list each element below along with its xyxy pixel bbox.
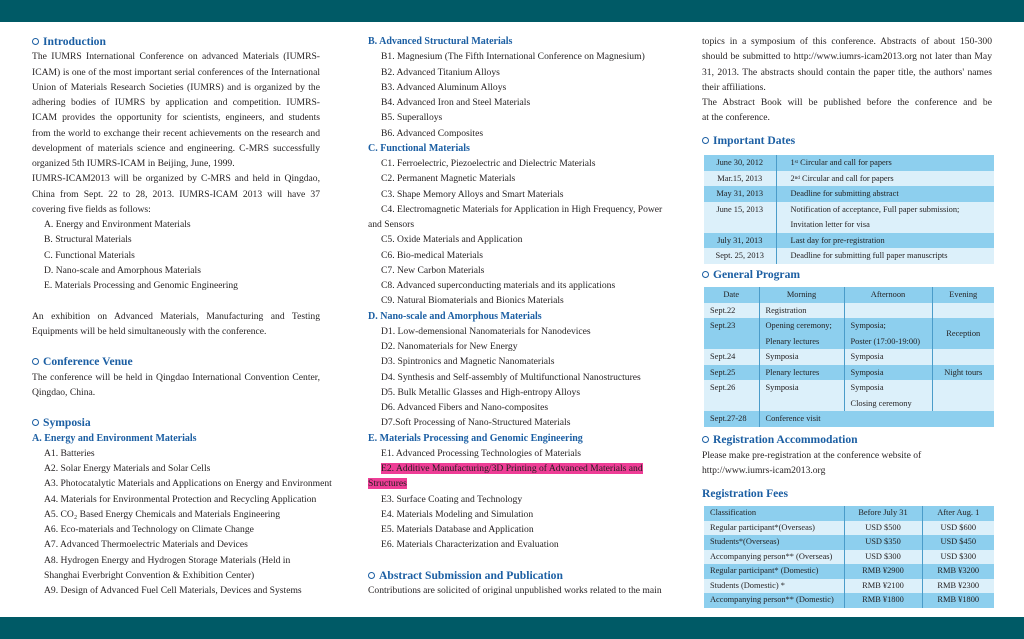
line-text: B4. Advanced Iron and Steel Materials — [381, 97, 531, 108]
table-row — [704, 202, 994, 233]
list-item — [32, 217, 320, 232]
line-text: D. Nano-scale and Amorphous Materials — [368, 310, 542, 322]
table-row — [704, 233, 994, 249]
bottom-band — [0, 617, 1024, 639]
line-text: Contributions are solicited of original unpublished works related to the main — [368, 585, 662, 596]
line-text: B1. Magnesium (The Fifth International Conference on Magnesium) — [381, 51, 645, 63]
list-item — [32, 476, 332, 491]
date-cell: June 15, 2013 — [704, 202, 776, 233]
section-heading — [32, 34, 320, 49]
header-cell: Morning — [759, 287, 844, 303]
general-program-table — [704, 287, 994, 427]
left-column — [32, 34, 332, 598]
fee-cell: RMB ¥2300 — [922, 579, 994, 594]
date-cell: Sept.23 — [704, 318, 759, 349]
header-cell: Classification — [704, 506, 844, 521]
event-cell — [776, 155, 994, 171]
cell-text: Poster (17:00-19:00) — [850, 336, 921, 346]
line-text: D2. Nanomaterials for New Energy — [381, 341, 518, 352]
line-text: and Sensors — [368, 219, 415, 230]
line-text: D. Nano-scale and Amorphous Materials — [44, 264, 201, 276]
table-row — [704, 303, 994, 319]
line-text: C8. Advanced superconducting materials and its applications — [381, 280, 616, 291]
table-row — [704, 593, 994, 608]
text-line — [32, 385, 320, 400]
circle-bullet-icon — [702, 436, 709, 443]
list-item — [368, 415, 656, 430]
morning-cell — [759, 318, 844, 349]
date-cell: Sept. 25, 2013 — [704, 248, 776, 264]
list-item — [32, 537, 320, 552]
line-text: C2. Permanent Magnetic Materials — [381, 173, 516, 185]
line-text: Shanghai Everbright Convention & Exhibition Center) — [44, 569, 255, 581]
line-text: B2. Advanced Titanium Alloys — [381, 66, 500, 78]
text-line — [702, 95, 992, 110]
list-item — [368, 110, 656, 125]
blank-line — [32, 293, 320, 308]
list-item — [368, 202, 663, 217]
line-text: C7. New Carbon Materials — [381, 264, 485, 276]
line-text: 31, 2013. The abstracts should contain the paper title, the authors' names — [702, 66, 992, 78]
line-text: at the conference. — [702, 112, 770, 124]
line-text: C5. Oxide Materials and Application — [381, 234, 523, 246]
fee-cell: USD $350 — [844, 535, 922, 550]
fee-cell: USD $450 — [922, 535, 994, 550]
text-line — [32, 65, 320, 80]
line-text: The conference will be held in Qingdao International Convention Center, — [32, 371, 320, 383]
blank-line — [368, 553, 656, 568]
morning-cell — [759, 380, 844, 411]
line-text: A5. CO₂ Based Energy Chemicals and Materials Engineering — [44, 508, 281, 520]
text-line — [32, 110, 320, 125]
line-text: A. Energy and Environment Materials — [32, 432, 197, 444]
line-text: E2. Additive Manufacturing/3D Printing of Advanced Materials and — [381, 463, 643, 474]
list-item — [368, 49, 656, 64]
cell-text: Plenary lectures — [765, 336, 820, 346]
section-heading — [32, 415, 320, 430]
line-text: B. Advanced Structural Materials — [368, 36, 513, 47]
text-line — [32, 202, 320, 217]
evening-cell — [932, 380, 994, 411]
list-item — [368, 461, 656, 476]
line-text: E. Materials Processing and Genomic Engineering — [44, 280, 238, 291]
text-line — [368, 217, 656, 232]
table-row — [704, 186, 994, 202]
list-item — [368, 339, 656, 354]
middle-column — [368, 34, 663, 598]
cell-text: Plenary lectures — [765, 367, 820, 377]
evening-cell: Reception — [932, 318, 994, 349]
line-text: An exhibition on Advanced Materials, Manufacturing and Testing — [32, 310, 320, 322]
list-item — [32, 522, 320, 537]
event-text: Invitation letter for visa — [790, 220, 870, 229]
line-text: covering five fields as follows: — [32, 203, 151, 215]
line-text: C1. Ferroelectric, Piezoelectric and Dielectric Materials — [381, 158, 596, 169]
list-item — [368, 187, 656, 202]
afternoon-cell — [844, 303, 932, 319]
event-cell — [776, 233, 994, 249]
list-item — [32, 583, 320, 598]
line-text: E5. Materials Database and Application — [381, 524, 534, 535]
fee-cell: Accompanying person** (Overseas) — [704, 550, 844, 565]
line-text: D1. Low-demensional Nanomaterials for Nanodevices — [381, 325, 591, 337]
table-header-row — [704, 506, 994, 521]
cell-text: Symposia — [850, 367, 884, 377]
line-text: should be submitted to http://www.iumrs-icam2013.org not later than May — [702, 51, 992, 63]
date-cell: Sept.25 — [704, 365, 759, 381]
general-program-heading: General Program — [702, 268, 800, 281]
line-text: B. Structural Materials — [44, 234, 132, 246]
registration-fees-table — [704, 506, 994, 608]
table-row — [704, 550, 994, 565]
list-item — [368, 354, 656, 369]
line-text: C6. Bio-medical Materials — [381, 249, 484, 261]
subsection-heading — [368, 141, 656, 156]
subsection-heading — [368, 34, 656, 49]
text-line — [32, 95, 320, 110]
date-cell: Sept.26 — [704, 380, 759, 411]
line-text: A2. Solar Energy Materials and Solar Cells — [44, 463, 211, 474]
circle-bullet-icon — [32, 358, 39, 365]
cell-text: Registration — [765, 305, 807, 315]
event-cell — [776, 248, 994, 264]
list-item — [368, 248, 656, 263]
subsection-heading — [32, 431, 320, 446]
table-row — [704, 248, 994, 264]
list-item — [32, 553, 320, 568]
circle-bullet-icon — [32, 419, 39, 426]
list-item — [368, 95, 656, 110]
date-cell: July 31, 2013 — [704, 233, 776, 249]
table-row — [704, 521, 994, 536]
subsection-heading — [368, 431, 656, 446]
table-row — [704, 349, 994, 365]
fee-cell: Regular participant* (Domestic) — [704, 564, 844, 579]
cell-text: Closing ceremony — [850, 398, 912, 408]
event-cell — [776, 171, 994, 187]
fee-cell: Accompanying person** (Domestic) — [704, 593, 844, 608]
line-text: A6. Eco-materials and Technology on Climate Change — [44, 524, 254, 535]
morning-cell — [759, 349, 844, 365]
fee-cell: RMB ¥2100 — [844, 579, 922, 594]
subsection-heading — [368, 309, 656, 324]
circle-bullet-icon — [702, 137, 709, 144]
list-item — [368, 263, 656, 278]
list-item — [368, 370, 656, 385]
table-row — [704, 171, 994, 187]
line-text: Abstract Submission and Publication — [379, 568, 563, 582]
section-heading — [368, 568, 656, 583]
text-line — [32, 309, 320, 324]
line-text: E1. Advanced Processing Technologies of Materials — [381, 447, 582, 459]
afternoon-cell — [844, 380, 932, 411]
fee-cell: RMB ¥2900 — [844, 564, 922, 579]
line-text: C. Functional Materials — [44, 249, 135, 261]
line-text: Structures — [368, 478, 407, 490]
blank-line — [32, 400, 320, 415]
text-line — [368, 583, 662, 598]
accommodation-heading: Registration Accommodation — [702, 433, 858, 446]
list-item — [32, 507, 320, 522]
fee-cell: RMB ¥1800 — [844, 593, 922, 608]
line-text: D4. Synthesis and Self-assembly of Multifunctional Nanostructures — [381, 371, 641, 383]
date-cell: Mar.15, 2013 — [704, 171, 776, 187]
cell-text: Symposia; — [850, 321, 886, 330]
line-text: adhering bodies of IUMRS by application and competition. IUMRS- — [32, 97, 320, 108]
morning-cell: Conference visit — [759, 411, 994, 427]
blank-line — [32, 339, 320, 354]
table-row — [704, 380, 994, 411]
list-item — [32, 248, 320, 263]
text-line — [368, 476, 656, 491]
table-row — [704, 155, 994, 171]
list-item — [368, 446, 656, 461]
evening-cell: Night tours — [932, 365, 994, 381]
line-text: D7.Soft Processing of Nano-Structured Materials — [381, 417, 571, 429]
line-text: E4. Materials Modeling and Simulation — [381, 508, 534, 520]
list-item — [368, 278, 656, 293]
header-cell: Evening — [932, 287, 994, 303]
fee-cell: USD $300 — [922, 550, 994, 565]
text-line — [32, 141, 320, 156]
text-line — [32, 171, 320, 186]
list-item — [368, 156, 656, 171]
list-item — [368, 126, 656, 141]
fee-cell: USD $600 — [922, 521, 994, 536]
line-text: The IUMRS International Conference on advanced Materials (IUMRS- — [32, 51, 320, 63]
line-text: organized 5th IUMRS-ICAM in Beijing, June, 1999. — [32, 158, 235, 169]
circle-bullet-icon — [368, 572, 375, 579]
line-text: A4. Materials for Environmental Protection and Recycling Application — [44, 493, 317, 505]
list-item — [368, 522, 656, 537]
line-text: ICAM provides the opportunity for scientists, engineers, and students — [32, 112, 320, 124]
right-column — [702, 34, 992, 126]
registration-fees-heading: Registration Fees — [702, 487, 788, 500]
cell-text: Symposia — [850, 352, 884, 361]
evening-cell — [932, 303, 994, 319]
list-item — [368, 65, 656, 80]
date-cell: June 30, 2012 — [704, 155, 776, 171]
list-item — [368, 492, 656, 507]
table-header-row — [704, 287, 994, 303]
list-item — [32, 278, 320, 293]
event-text: Last day for pre-registration — [790, 235, 885, 245]
date-cell: May 31, 2013 — [704, 186, 776, 202]
event-text: Deadline for submitting full paper manuscripts — [790, 251, 948, 260]
header-cell: Before July 31 — [844, 506, 922, 521]
line-text: A9. Design of Advanced Fuel Cell Materials, Devices and Systems — [44, 585, 302, 596]
list-item — [368, 507, 656, 522]
list-item — [32, 446, 320, 461]
cell-text: Symposia — [765, 383, 799, 392]
text-line — [702, 110, 992, 125]
section-heading — [32, 354, 320, 369]
fee-cell: USD $500 — [844, 521, 922, 536]
cell-text: Symposia — [765, 352, 799, 361]
line-text: B3. Advanced Aluminum Alloys — [381, 81, 507, 93]
table-row — [704, 564, 994, 579]
accommodation-link[interactable]: http://www.iumrs-icam2013.org — [702, 465, 826, 476]
line-text: E3. Surface Coating and Technology — [381, 493, 523, 505]
line-text: D3. Spintronics and Magnetic Nanomaterials — [381, 356, 555, 368]
list-item — [32, 263, 320, 278]
line-text: D5. Bulk Metallic Glasses and High-entropy Alloys — [381, 386, 581, 398]
line-text: The Abstract Book will be published before the conference and be — [702, 97, 992, 108]
text-line — [32, 80, 320, 95]
line-text: C9. Natural Biomaterials and Bionics Materials — [381, 295, 564, 307]
list-item — [368, 80, 656, 95]
evening-cell — [932, 349, 994, 365]
afternoon-cell — [844, 318, 932, 349]
line-text: topics in a symposium of this conference. Abstracts of about 150-300 — [702, 36, 992, 47]
text-line — [32, 49, 320, 64]
cell-text: Opening ceremony; — [765, 321, 832, 330]
header-cell: Afternoon — [844, 287, 932, 303]
list-item — [32, 461, 320, 476]
line-text: E. Materials Processing and Genomic Engineering — [368, 432, 583, 444]
line-text: E6. Materials Characterization and Evaluation — [381, 539, 559, 551]
date-cell: Sept.22 — [704, 303, 759, 319]
line-text: IUMRS-ICAM2013 will be organized by C-MRS and held in Qingdao, — [32, 173, 320, 185]
morning-cell — [759, 365, 844, 381]
text-line — [32, 324, 320, 339]
fee-cell: Students (Domestic) * — [704, 579, 844, 594]
header-cell: After Aug. 1 — [922, 506, 994, 521]
text-line — [702, 34, 992, 49]
date-cell: Sept.27-28 — [704, 411, 759, 427]
line-text: A8. Hydrogen Energy and Hydrogen Storage Materials (Held in — [44, 554, 291, 566]
line-text: A3. Photocatalytic Materials and Applications on Energy and Environment — [44, 478, 332, 490]
line-text: Symposia — [43, 416, 91, 430]
text-line — [702, 65, 992, 80]
event-text: Deadline for submitting abstract — [790, 189, 899, 198]
line-text: Qingdao, China. — [32, 386, 96, 398]
text-line — [702, 49, 992, 64]
line-text: China from Sept. 22 to 28, 2013. IUMRS-ICAM 2013 will have 37 — [32, 188, 320, 200]
fee-cell: Students*(Overseas) — [704, 535, 844, 550]
header-cell: Date — [704, 287, 759, 303]
table-row — [704, 365, 994, 381]
morning-cell — [759, 303, 844, 319]
line-text: their affiliations. — [702, 81, 766, 93]
text-line — [702, 80, 992, 95]
line-text: Equipments will be held simultaneously with the conference. — [32, 325, 267, 337]
event-text: 1ˢᵗ Circular and call for papers — [790, 158, 892, 167]
line-text: Introduction — [43, 35, 106, 48]
line-text: A7. Advanced Thermoelectric Materials and Devices — [44, 539, 248, 551]
event-text: Notification of acceptance, Full paper submission; — [790, 204, 960, 214]
accommodation-text: Please make pre-registration at the conference website of — [702, 450, 922, 461]
text-line — [32, 126, 320, 141]
list-item — [32, 232, 320, 247]
important-dates-heading: Important Dates — [702, 134, 795, 147]
line-text: B5. Superalloys — [381, 112, 443, 124]
list-item — [368, 171, 656, 186]
list-item — [368, 293, 656, 308]
fee-cell: Regular participant*(Overseas) — [704, 521, 844, 536]
fee-cell: RMB ¥3200 — [922, 564, 994, 579]
circle-bullet-icon — [32, 38, 39, 45]
line-text: Conference Venue — [43, 355, 133, 369]
text-line — [32, 370, 320, 385]
table-row — [704, 535, 994, 550]
line-text: D6. Advanced Fibers and Nano-composites — [381, 402, 549, 413]
date-cell: Sept.24 — [704, 349, 759, 365]
cell-text: Symposia — [850, 383, 884, 392]
table-row — [704, 411, 994, 427]
line-text: C3. Shape Memory Alloys and Smart Materials — [381, 188, 564, 200]
event-cell — [776, 202, 994, 233]
line-text: Union of Materials Research Societies (IUMRS) and is organized by the — [32, 81, 320, 93]
line-text: C4. Electromagnetic Materials for Application in High Frequency, Power — [381, 203, 663, 215]
list-item — [32, 568, 320, 583]
list-item — [368, 400, 656, 415]
text-line — [32, 187, 320, 202]
text-line — [32, 156, 320, 171]
circle-bullet-icon — [702, 271, 709, 278]
fee-cell: RMB ¥1800 — [922, 593, 994, 608]
fee-cell: USD $300 — [844, 550, 922, 565]
line-text: A1. Batteries — [44, 447, 95, 459]
event-text: 2ⁿᵈ Circular and call for papers — [790, 173, 894, 183]
afternoon-cell — [844, 365, 932, 381]
list-item — [368, 324, 656, 339]
line-text: development of materials science and engineering. C-MRS successfully — [32, 142, 320, 154]
line-text: from the world to exchange their recent achievements on the research and — [32, 127, 320, 139]
list-item — [368, 385, 656, 400]
list-item — [32, 492, 320, 507]
list-item — [368, 232, 656, 247]
table-row — [704, 318, 994, 349]
line-text: C. Functional Materials — [368, 142, 470, 154]
line-text: B6. Advanced Composites — [381, 127, 484, 139]
list-item — [368, 537, 656, 552]
event-cell — [776, 186, 994, 202]
table-row — [704, 579, 994, 594]
afternoon-cell — [844, 349, 932, 365]
top-band — [0, 0, 1024, 22]
line-text: A. Energy and Environment Materials — [44, 219, 191, 230]
important-dates-table — [704, 155, 994, 264]
line-text: ICAM) is one of the most important serial conferences of the International — [32, 66, 320, 78]
